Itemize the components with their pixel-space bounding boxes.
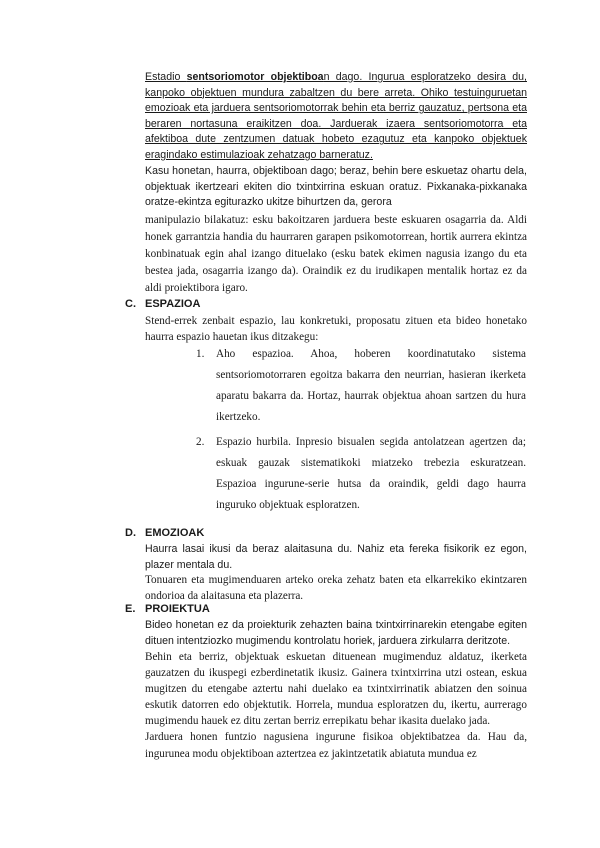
section-e-text-3: Jarduera honen funtzio nagusiena ingurune fisikoa objektibatzea da. Hau da, ingurunea modu objektiboan aztertzea ez jakintzetatik abiatuta mundua ez: [145, 731, 527, 760]
intro-paragraph-3: manipulazio bilakatuz: esku bakoitzaren jarduera beste eskuaren osagarria da. Aldi honek garrantzia handia du haurraren garapen psikomotorrean, hortik aurrera ekintza konbinatuak egin ahal izango dituelako (esku batek ekimen nagusia izango du eta bestea jada, osagarria izango da). Oraindik ez du irudikapen mentalik hortaz ez da aldi proiektibora igaro.: [145, 214, 527, 294]
section-c-text: Stend-errek zenbait espazio, lau konkretuki, proposatu zituen eta bideo honetako haurra espazio hauetan ikus ditzakegu:: [145, 315, 527, 343]
intro-paragraph: [145, 70, 527, 164]
section-c-letter: C.: [125, 298, 136, 310]
section-c-title: ESPAZIOA: [145, 298, 201, 310]
intro-lead-post: n dago. Ingurua esploratzeko desira du, kanpoko objektuen mundura zabaltzen du bere arreta. Ohiko testuinguruetan emozioak eta jarduera sentsoriomotorrak behin eta berriz gauzatuz, pertsona eta beraren nortasuna eraikitzen doa. Jarduerak izaera sentsoriomotorra eta afektiboa dute zentzumen datuak hobeto ezagutuz eta kanpoko objektuek eragindako estimulazioak zehatzago barneratuz.: [145, 71, 527, 161]
section-d-title: EMOZIOAK: [145, 527, 205, 539]
section-d-heading: [125, 527, 204, 539]
section-d-letter: D.: [125, 527, 136, 539]
section-e-heading: [125, 603, 210, 615]
intro-paragraph-2: Kasu honetan, haurra, objektiboan dago; beraz, behin bere eskuetaz ohartu dela, objektuak ikertzeari ekiten dio txintxirrina eskuan oratuz. Pixkanaka-pixkanaka oratze-ekintza egiturazko ukitze bihurtzen da, gerora: [145, 165, 527, 209]
section-d-text: Haurra lasai ikusi da beraz alaitasuna du. Nahiz eta fereka fisikorik ez egon, plazer mentala du.: [145, 543, 527, 571]
list-item: [196, 344, 526, 428]
section-e-title: PROIEKTUA: [145, 603, 210, 615]
list-item: [196, 432, 526, 516]
list-item-text: Espazio hurbila. Inpresio bisualen segida antolatzean agertzen da; eskuak gauzak sistematikoki miatzeko trebezia eskuratzean. Espazioa ingurune-serie hutsa da oraindik, geldi dago haurra inguruko objektuak esploratzen.: [216, 436, 526, 511]
section-c-heading: [125, 298, 200, 310]
section-d-text-2: Tonuaren eta mugimenduaren arteko oreka zehatz baten eta elkarrekiko ekintzaren ondorioa da alaitasuna eta plazerra.: [145, 574, 527, 602]
list-item-text: Aho espazioa. Ahoa, hoberen koordinatutako sistema sentsoriomotorraren egoitza bakarra den neurrian, hasieran ikerketa aparatu bakarra da. Hortaz, haurrak objektua ahoan sartzen du hura ikertzeko.: [216, 348, 526, 423]
list-item-number: 1.: [196, 348, 205, 360]
intro-lead-pre: Estadio: [145, 71, 187, 83]
section-c-list: [196, 344, 526, 520]
list-item-number: 2.: [196, 436, 205, 448]
section-e-letter: E.: [125, 603, 136, 615]
section-e-text: Bideo honetan ez da proiekturik zehazten baina txintxirrinarekin etengabe egiten dituen intentziozko mugimendu kontrolatu horiek, jarduera zirkularra deritzote.: [145, 619, 527, 647]
intro-lead-bold: sentsoriomotor objektiboa: [186, 71, 324, 83]
section-e-text-2: Behin eta berriz, objektuak eskuetan dituenean mugimenduz aldatuz, ikerketa gauzatzen du ikuspegi ezberdinetatik ikusiz. Gainera txintxirrina utzi ostean, eskua mugitzen du etengabe aztertu nahi duelako ea txintxirrinatik abiatzen den soinua eskutik datorren edo objektutik. Horrela, mundua esploratzen du, ikertu, aurrerago mugimendu hauek ez ditu zertan berriz errepikatu behar ikasita duelako jada.: [145, 651, 527, 727]
